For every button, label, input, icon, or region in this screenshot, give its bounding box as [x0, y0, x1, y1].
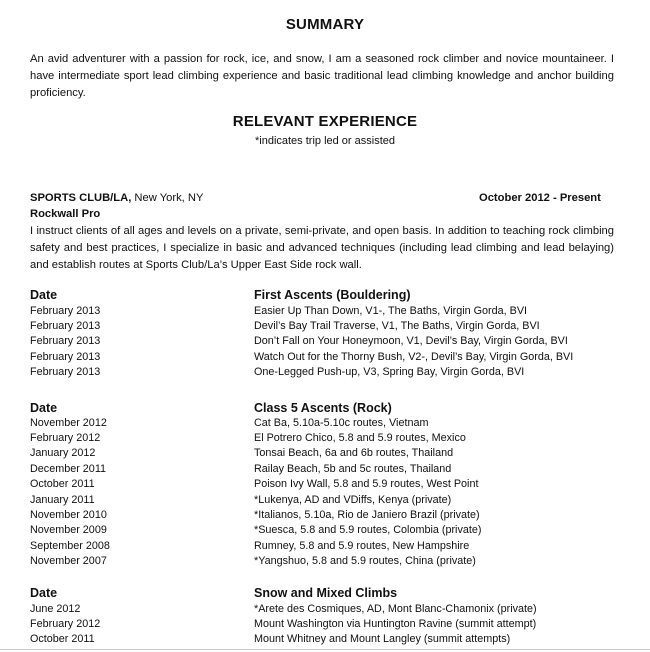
list-item: June 2012 *Arete des Cosmiques, AD, Mont Blanc-Chamonix (private)	[30, 603, 537, 615]
list-item: October 2011 Poison Ivy Wall, 5.8 and 5.9 routes, West Point	[30, 478, 479, 490]
list-item: January 2012 Tonsai Beach, 6a and 6b routes, Thailand	[30, 447, 454, 459]
page-bottom-divider	[0, 649, 650, 650]
list-item: January 2011 *Lukenya, AD and VDiffs, Kenya (private)	[30, 494, 452, 506]
section-title-rock: Class 5 Ascents (Rock)	[254, 401, 392, 415]
list-item: September 2008 Rumney, 5.8 and 5.9 routes, New Hampshire	[30, 540, 470, 552]
section-title-bouldering: First Ascents (Bouldering)	[254, 288, 411, 302]
list-item: February 2013 Devil’s Bay Trail Traverse, V1, The Baths, Virgin Gorda, BVI	[30, 320, 540, 332]
employer-location: New York, NY	[131, 192, 204, 204]
list-item: November 2007 *Yangshuo, 5.8 and 5.9 routes, China (private)	[30, 555, 476, 567]
experience-heading: RELEVANT EXPERIENCE	[232, 113, 418, 130]
list-item: February 2013 Don’t Fall on Your Honeymoon, V1, Devil’s Bay, Virgin Gorda, BVI	[30, 335, 568, 347]
list-item: November 2010 *Italianos, 5.10a, Rio de Janiero Brazil (private)	[30, 509, 480, 521]
list-item: February 2013 One-Legged Push-up, V3, Spring Bay, Virgin Gorda, BVI	[30, 366, 525, 378]
list-item: December 2011 Railay Beach, 5b and 5c routes, Thailand	[30, 463, 452, 475]
employer-line	[30, 192, 203, 204]
list-item: February 2012 Mount Washington via Huntington Ravine (summit attempt)	[30, 618, 537, 630]
experience-note: *indicates trip led or assisted	[254, 135, 395, 147]
section-title-snow: Snow and Mixed Climbs	[254, 586, 398, 600]
section-date-label: Date	[30, 401, 58, 415]
list-item: February 2013 Watch Out for the Thorny Bush, V2-, Devil’s Bay, Virgin Gorda, BVI	[30, 351, 574, 363]
section-date-label: Date	[30, 586, 58, 600]
employer-name: SPORTS CLUB/LA,	[30, 192, 132, 204]
job-description: I instruct clients of all ages and levels on a private, semi-private, and open basis. In addition to teaching rock climbing safety and best practices, I specialize in basic and advanced techniques (including lead climbing and lead belaying) and establish routes at Sports Club/La’s Upper East Side rock wall.	[30, 225, 614, 271]
list-item: November 2012 Cat Ba, 5.10a-5.10c routes, Vietnam	[30, 417, 429, 429]
job-dates: October 2012 - Present	[479, 192, 601, 204]
list-item: February 2013 Easier Up Than Down, V1-, The Baths, Virgin Gorda, BVI	[30, 305, 528, 317]
list-item: February 2012 El Potrero Chico, 5.8 and 5.9 routes, Mexico	[30, 432, 466, 444]
job-role: Rockwall Pro	[30, 208, 101, 220]
summary-text: An avid adventurer with a passion for rock, ice, and snow, I am a seasoned rock climber and novice mountaineer. I have intermediate sport lead climbing experience and basic traditional lead climbing knowledge and anchor building proficiency.	[30, 53, 614, 99]
summary-heading: SUMMARY	[285, 16, 365, 33]
list-item: November 2009 *Suesca, 5.8 and 5.9 routes, Colombia (private)	[30, 524, 482, 536]
list-item: October 2011 Mount Whitney and Mount Langley (summit attempts)	[30, 633, 511, 645]
section-date-label: Date	[30, 288, 58, 302]
